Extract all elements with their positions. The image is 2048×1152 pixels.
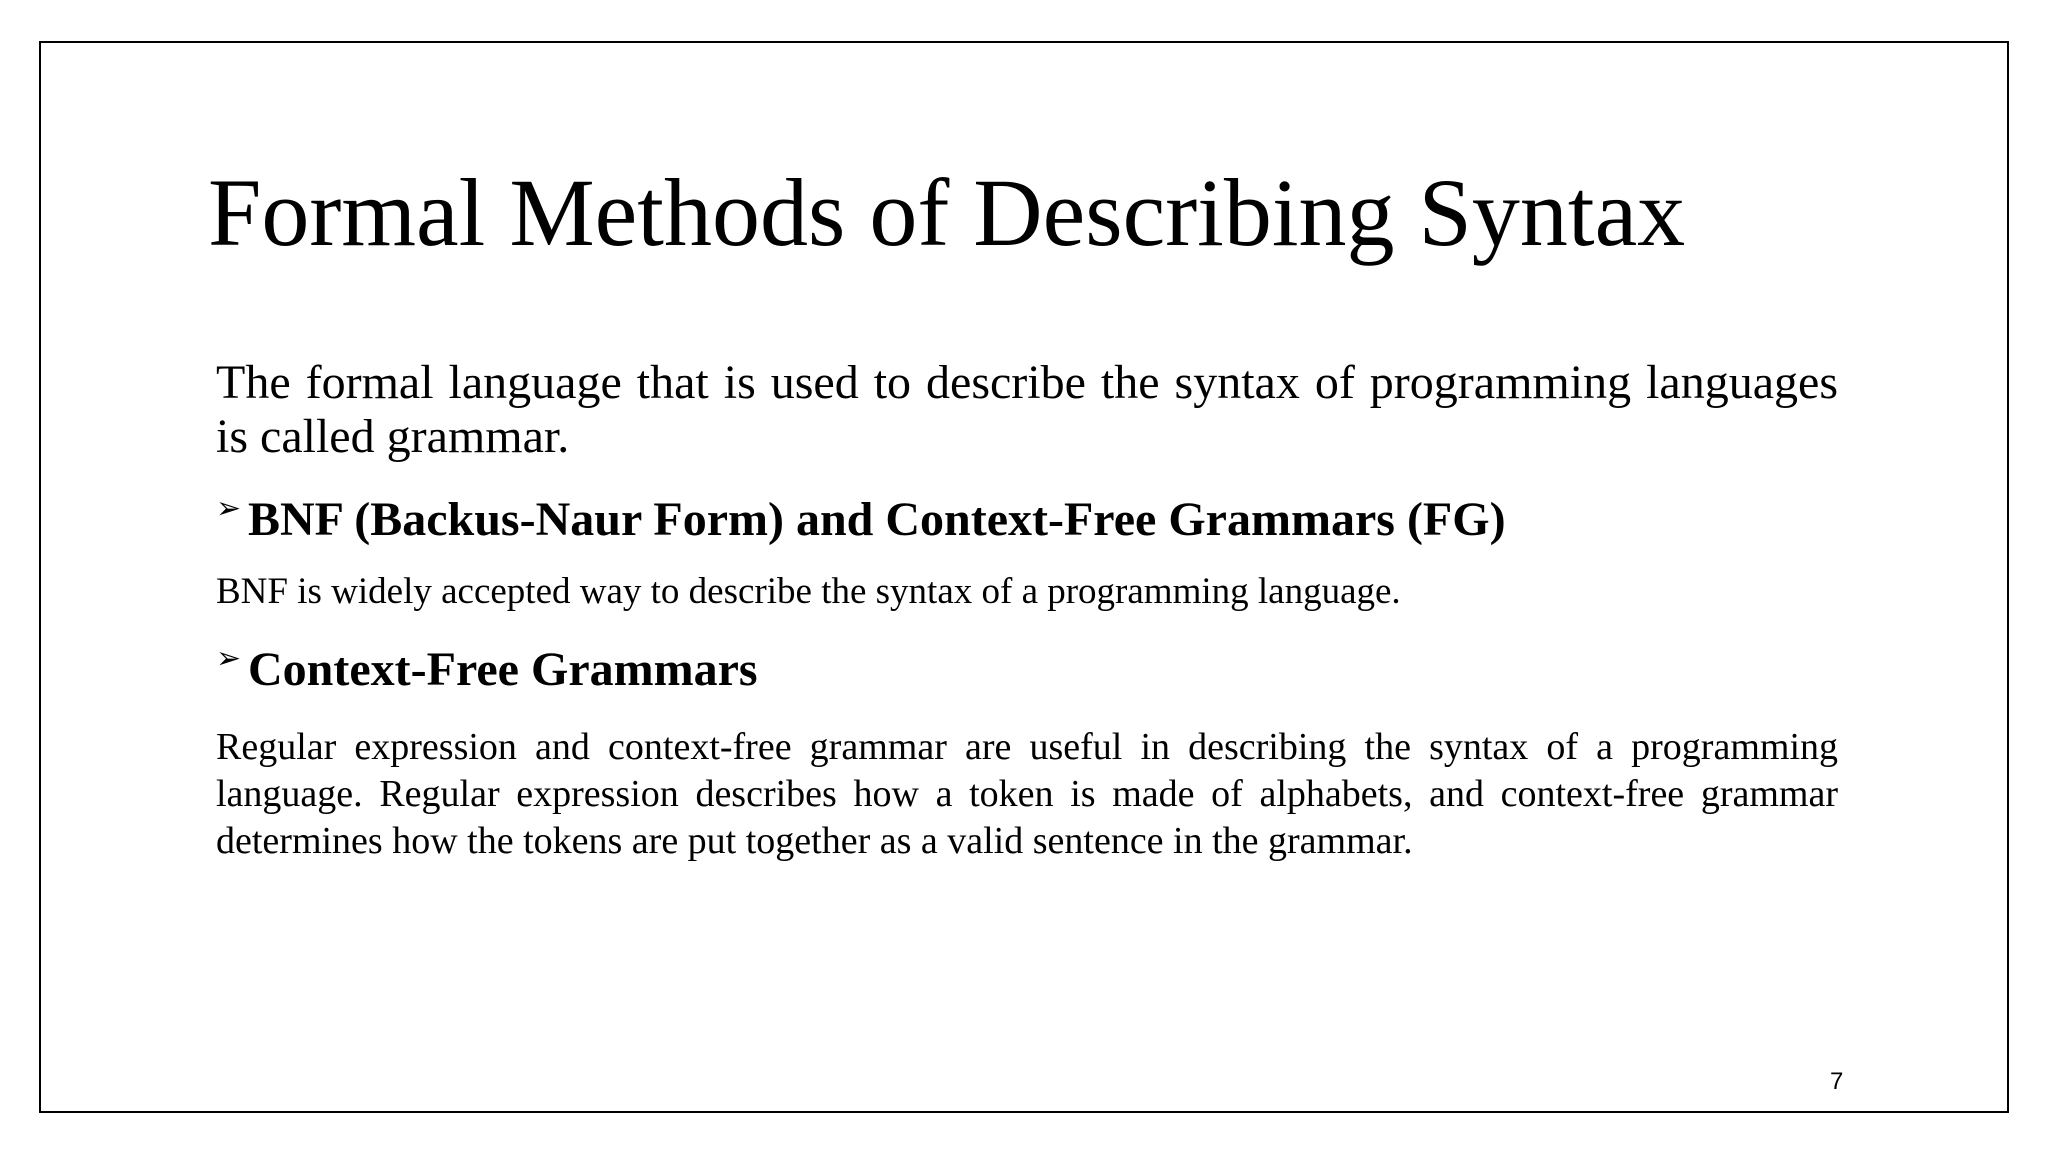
arrow-bullet-icon: ➢ bbox=[216, 491, 242, 526]
page-number: 7 bbox=[1830, 1068, 1844, 1095]
section-heading-cfg bbox=[216, 642, 1838, 698]
intro-paragraph: The formal language that is used to describe the syntax of programming languages is called grammar. bbox=[216, 356, 1838, 463]
section-heading-bnf bbox=[216, 492, 1838, 548]
section-heading-cfg-text: Context-Free Grammars bbox=[248, 643, 758, 696]
section-text-bnf: BNF is widely accepted way to describe the syntax of a programming language. bbox=[216, 571, 1401, 612]
section-heading-bnf-text: BNF (Backus-Naur Form) and Context-Free Grammars (FG) bbox=[248, 493, 1506, 546]
arrow-bullet-icon: ➢ bbox=[216, 641, 242, 676]
slide-content bbox=[216, 356, 1838, 865]
slide-title: Formal Methods of Describing Syntax bbox=[208, 159, 1686, 266]
section-text-cfg: Regular expression and context-free grammar are useful in describing the syntax of a programming language. Regular expression describes how a token is made of alphabets, and context-free grammar determines how the tokens are put together as a valid sentence in the grammar. bbox=[216, 726, 1838, 862]
